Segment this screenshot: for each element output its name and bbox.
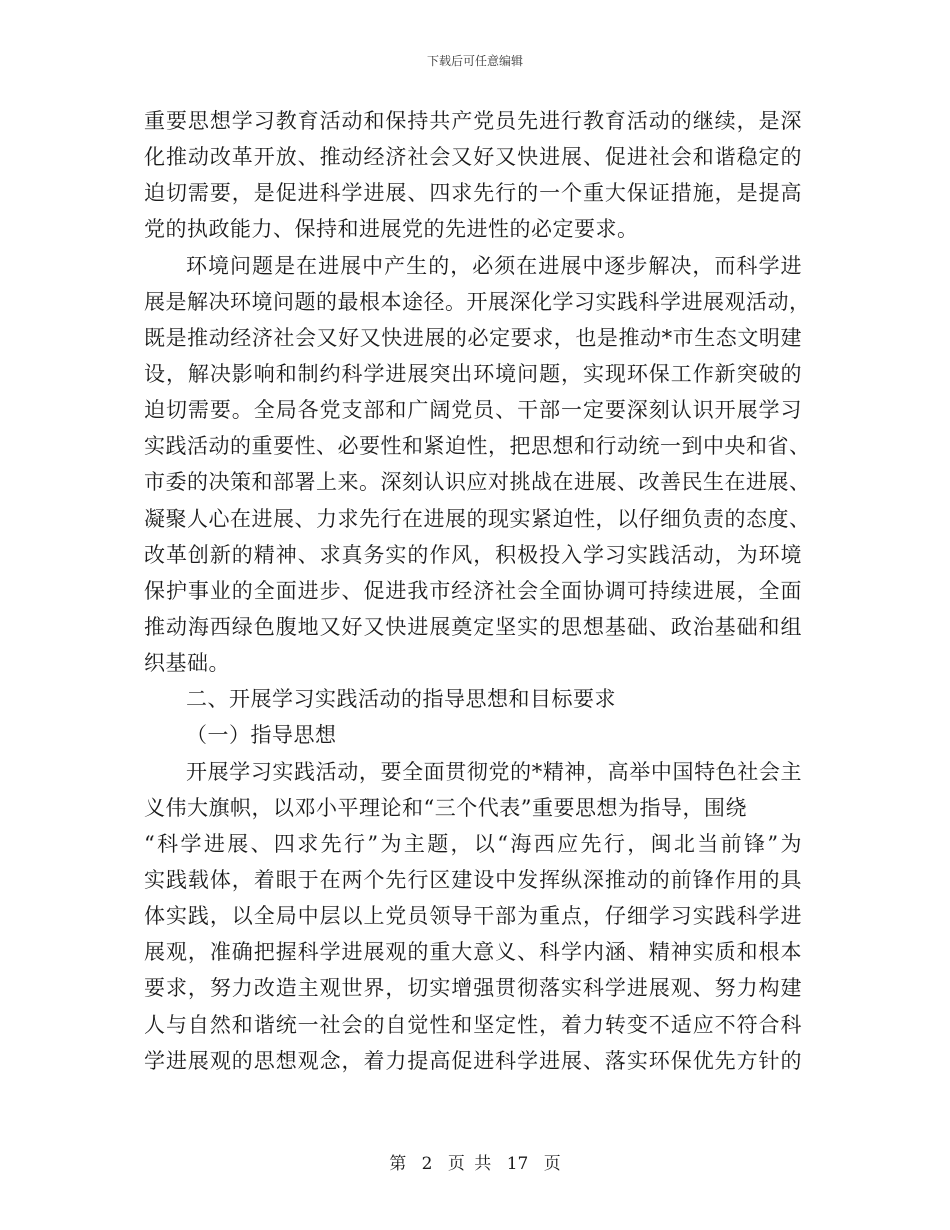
text-line: 凝聚人心在进展、力求先行在进展的现实紧迫性，以仔细负责的态度、 bbox=[144, 506, 811, 531]
text-line: 展观，准确把握科学进展观的重大意义、科学内涵、精神实质和根本 bbox=[144, 940, 802, 965]
text-line: 体实践，以全局中层以上党员领导干部为重点，仔细学习实践科学进 bbox=[144, 904, 802, 929]
text-line: 改革创新的精神、求真务实的作风，积极投入学习实践活动，为环境 bbox=[144, 542, 802, 567]
text-line: 既是推动经济社会又好又快进展的必定要求，也是推动*市生态文明建 bbox=[144, 325, 802, 350]
text-line: 重要思想学习教育活动和保持共产党员先进行教育活动的继续，是深 bbox=[144, 109, 802, 133]
text-line: 保护事业的全面进步、促进我市经济社会全面协调可持续进展，全面 bbox=[144, 578, 802, 603]
text-line: 展是解决环境问题的最根本途径。开展深化学习实践科学进展观活动， bbox=[144, 289, 811, 314]
text-line: 实践载体，着眼于在两个先行区建设中发挥纵深推动的前锋作用的具 bbox=[144, 867, 802, 892]
text-line: 人与自然和谐统一社会的自觉性和坚定性，着力转变不适应不符合科 bbox=[144, 1012, 802, 1037]
text-line: 迫切需要，是促进科学进展、四求先行的一个重大保证措施，是提高 bbox=[144, 181, 802, 206]
text-line: 学进展观的思想观念，着力提高促进科学进展、落实环保优先方针的 bbox=[144, 1048, 802, 1073]
footer-middle: 页 共 bbox=[447, 1154, 492, 1174]
text-line: “科学进展、四求先行”为主题，以“海西应先行，闽北当前锋”为 bbox=[144, 831, 802, 856]
text-line: 环境问题是在进展中产生的，必须在进展中逐步解决，而科学进 bbox=[186, 253, 802, 278]
subsection-heading: （一）指导思想 bbox=[186, 723, 337, 748]
footer-suffix: 页 bbox=[543, 1154, 561, 1174]
page-footer bbox=[0, 1153, 950, 1175]
page-number: 2 bbox=[421, 1154, 433, 1174]
text-line: 织基础。 bbox=[144, 651, 230, 676]
text-line: 要求，努力改造主观世界，切实增强贯彻落实科学进展观、努力构建 bbox=[144, 976, 802, 1001]
text-line: 设，解决影响和制约科学进展突出环境问题，实现环保工作新突破的 bbox=[144, 361, 802, 386]
section-heading: 二、开展学习实践活动的指导思想和目标要求 bbox=[186, 687, 616, 712]
text-line: 推动海西绿色腹地又好又快进展奠定坚实的思想基础、政治基础和组 bbox=[144, 614, 802, 639]
total-pages: 17 bbox=[506, 1154, 529, 1174]
text-line: 迫切需要。全局各党支部和广阔党员、干部一定要深刻认识开展学习 bbox=[144, 398, 802, 423]
text-line: 市委的决策和部署上来。深刻认识应对挑战在进展、改善民生在进展、 bbox=[144, 470, 811, 495]
text-line: 开展学习实践活动，要全面贯彻党的*精神，高举中国特色社会主 bbox=[186, 759, 802, 784]
text-line: 义伟大旗帜，以邓小平理论和“三个代表”重要思想为指导，围绕 bbox=[144, 795, 747, 820]
page-header: 下载后可任意编辑 bbox=[426, 54, 523, 68]
footer-prefix: 第 bbox=[389, 1154, 407, 1174]
text-line: 化推动改革开放、推动经济社会又好又快进展、促进社会和谐稳定的 bbox=[144, 145, 802, 170]
text-line: 实践活动的重要性、必要性和紧迫性，把思想和行动统一到中央和省、 bbox=[144, 434, 811, 459]
document-body bbox=[144, 103, 811, 1079]
text-line: 党的执政能力、保持和进展党的先进性的必定要求。 bbox=[144, 217, 639, 242]
